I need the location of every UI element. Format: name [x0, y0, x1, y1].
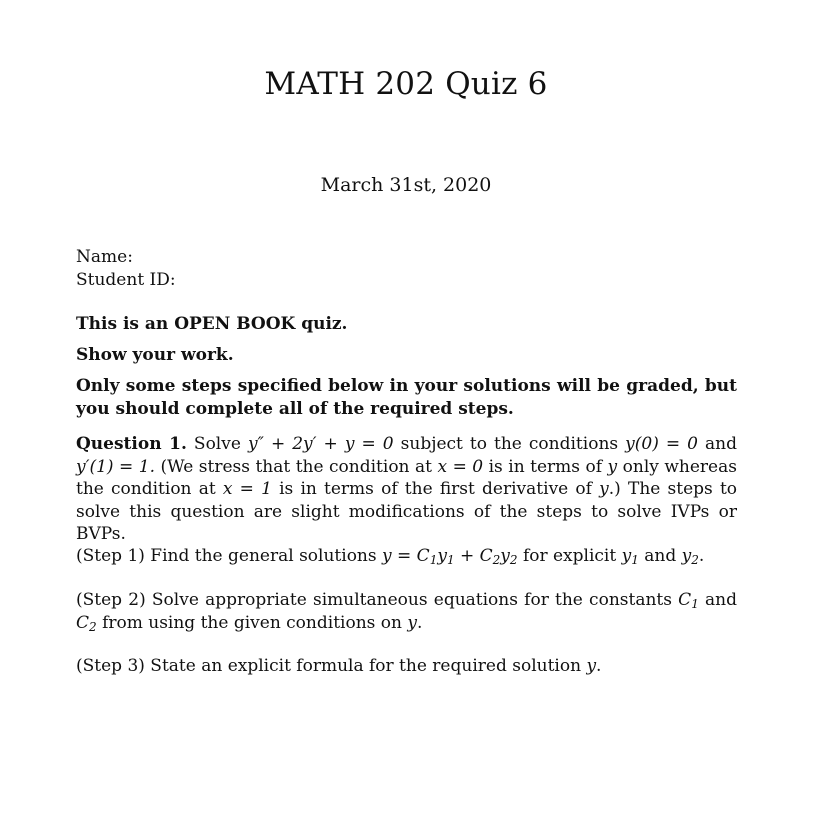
math-y: y	[586, 656, 597, 676]
page-title: MATH 202 Quiz 6	[264, 66, 548, 102]
formula-text: $y = C_1y_1 + C_2y_2$	[382, 546, 518, 567]
general-solution-formula	[382, 546, 523, 566]
math-x1: x = 1	[222, 479, 272, 499]
math-x0: x = 0	[437, 456, 484, 477]
math-y: y	[607, 456, 618, 477]
math-c2: $C_2$	[76, 612, 97, 634]
math-y: y	[599, 479, 609, 499]
step-text: (Step 2) Solve appropriate simultaneous equations for the constants	[76, 590, 672, 610]
question-note: is in terms of the first derivative of	[279, 479, 592, 499]
step-text: .	[698, 546, 705, 566]
name-label: Name:	[76, 247, 133, 267]
differential-equation: y″ + 2y′ + y = 0	[247, 434, 394, 454]
quiz-date: March 31st, 2020	[320, 174, 492, 196]
question-note: only whereas the condition at	[76, 456, 737, 499]
step-text: and	[644, 546, 677, 566]
math-y2: $y_2$	[681, 546, 699, 567]
question-label: Question 1.	[76, 434, 187, 454]
math-c1: $C_1$	[678, 590, 699, 611]
question-note: is in terms of	[488, 456, 603, 477]
math-y: y	[407, 612, 417, 633]
student-id-label: Student ID:	[76, 269, 176, 290]
step-3	[76, 655, 737, 678]
step-1	[76, 545, 737, 568]
grading-note: Only some steps specified below in your solutions will be graded, but you should complete all of the required steps.	[76, 376, 737, 419]
step-text: and	[705, 590, 737, 610]
step-text: (Step 1) Find the general solutions	[76, 546, 377, 566]
question-note: (We stress that the condition at	[160, 456, 432, 477]
question-text: subject to the conditions	[400, 434, 619, 454]
step-text: for explicit	[522, 546, 617, 566]
math-y1: $y_1$	[621, 546, 639, 567]
student-fields	[76, 246, 737, 291]
show-work-note: Show your work.	[76, 345, 234, 365]
condition-2: y′(1) = 1.	[76, 456, 155, 477]
step-2	[76, 589, 737, 634]
step-text: (Step 3) State an explicit formula for the required solution	[76, 656, 582, 676]
question-note: .) The steps to solve this question are slight modifications of the steps to solve IVPs or BVPs.	[76, 479, 738, 544]
step-text: .	[416, 612, 423, 633]
step-text: from using the given conditions on	[102, 612, 402, 633]
question-text: and	[705, 434, 738, 454]
open-book-note: This is an OPEN BOOK quiz.	[76, 314, 348, 334]
question-text: Solve	[193, 434, 241, 454]
condition-1: y(0) = 0	[625, 434, 698, 454]
question-1	[76, 433, 737, 546]
step-text: .	[596, 656, 602, 676]
